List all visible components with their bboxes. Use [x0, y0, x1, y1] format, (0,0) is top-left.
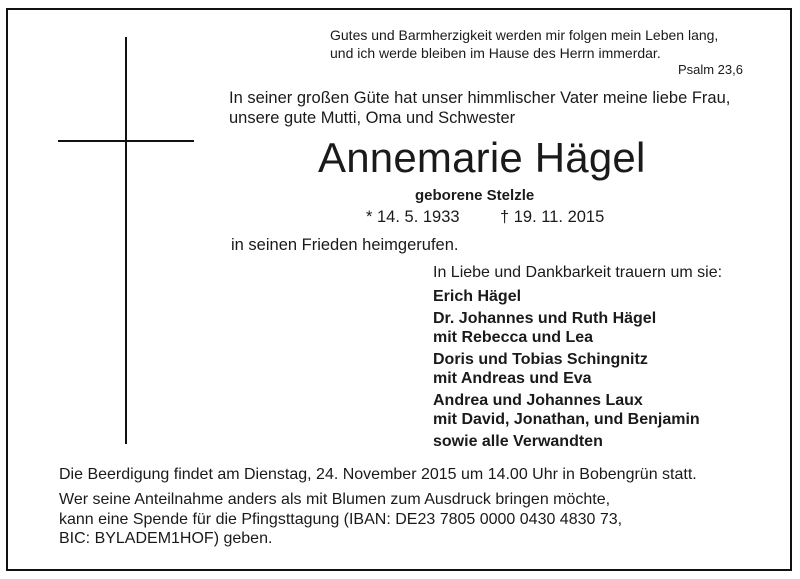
cross-vertical-bar — [125, 37, 127, 444]
intro-text — [229, 88, 730, 128]
birth-date: * 14. 5. 1933 — [366, 208, 460, 226]
donation-line: kann eine Spende für die Pfingsttagung (IBAN: DE23 7805 0000 0430 4830 73, — [59, 510, 623, 528]
donation-line: BIC: BYLADEM1HOF) geben. — [59, 530, 273, 547]
mourners-intro: In Liebe und Dankbarkeit trauern um sie: — [433, 264, 723, 281]
birth-name: geborene Stelzle — [415, 187, 535, 204]
intro-line: In seiner großen Güte hat unser himmlischer Vater meine liebe Frau, — [229, 89, 731, 107]
mourner-group — [433, 309, 700, 348]
mourner-line: Andrea und Johannes Laux — [433, 391, 643, 409]
mourner-group — [433, 391, 700, 430]
mourner-group — [433, 350, 700, 389]
psalm-reference: Psalm 23,6 — [677, 62, 743, 77]
death-date: † 19. 11. 2015 — [500, 208, 605, 226]
psalm-line: und ich werde bleiben im Hause des Herrn immerdar. — [330, 45, 661, 61]
donation-line: Wer seine Anteilnahme anders als mit Blumen zum Ausdruck bringen möchte, — [59, 491, 611, 508]
mourner-group — [433, 432, 700, 452]
intro-line: unsere gute Mutti, Oma und Schwester — [229, 109, 516, 127]
peace-text: in seinen Frieden heimgerufen. — [231, 236, 459, 254]
mourner-line: mit Rebecca und Lea — [433, 329, 594, 346]
mourners-list — [433, 287, 700, 453]
mourner-group — [433, 287, 700, 307]
mourner-line: mit Andreas und Eva — [433, 370, 592, 387]
mourner-line: Doris und Tobias Schingnitz — [433, 350, 648, 368]
donation-info — [59, 490, 622, 549]
mourner-line: Erich Hägel — [433, 288, 522, 305]
mourner-line: mit David, Jonathan, und Benjamin — [433, 411, 700, 428]
psalm-line: Gutes und Barmherzigkeit werden mir folgen mein Leben lang, — [330, 27, 719, 43]
deceased-name: Annemarie Hägel — [318, 134, 646, 181]
mourner-line: sowie alle Verwandten — [433, 432, 603, 450]
cross-horizontal-bar — [58, 140, 194, 142]
mourner-line: Dr. Johannes und Ruth Hägel — [433, 309, 657, 327]
psalm-verse — [330, 26, 718, 62]
funeral-info: Die Beerdigung findet am Dienstag, 24. November 2015 um 14.00 Uhr in Bobengrün statt. — [59, 466, 697, 483]
